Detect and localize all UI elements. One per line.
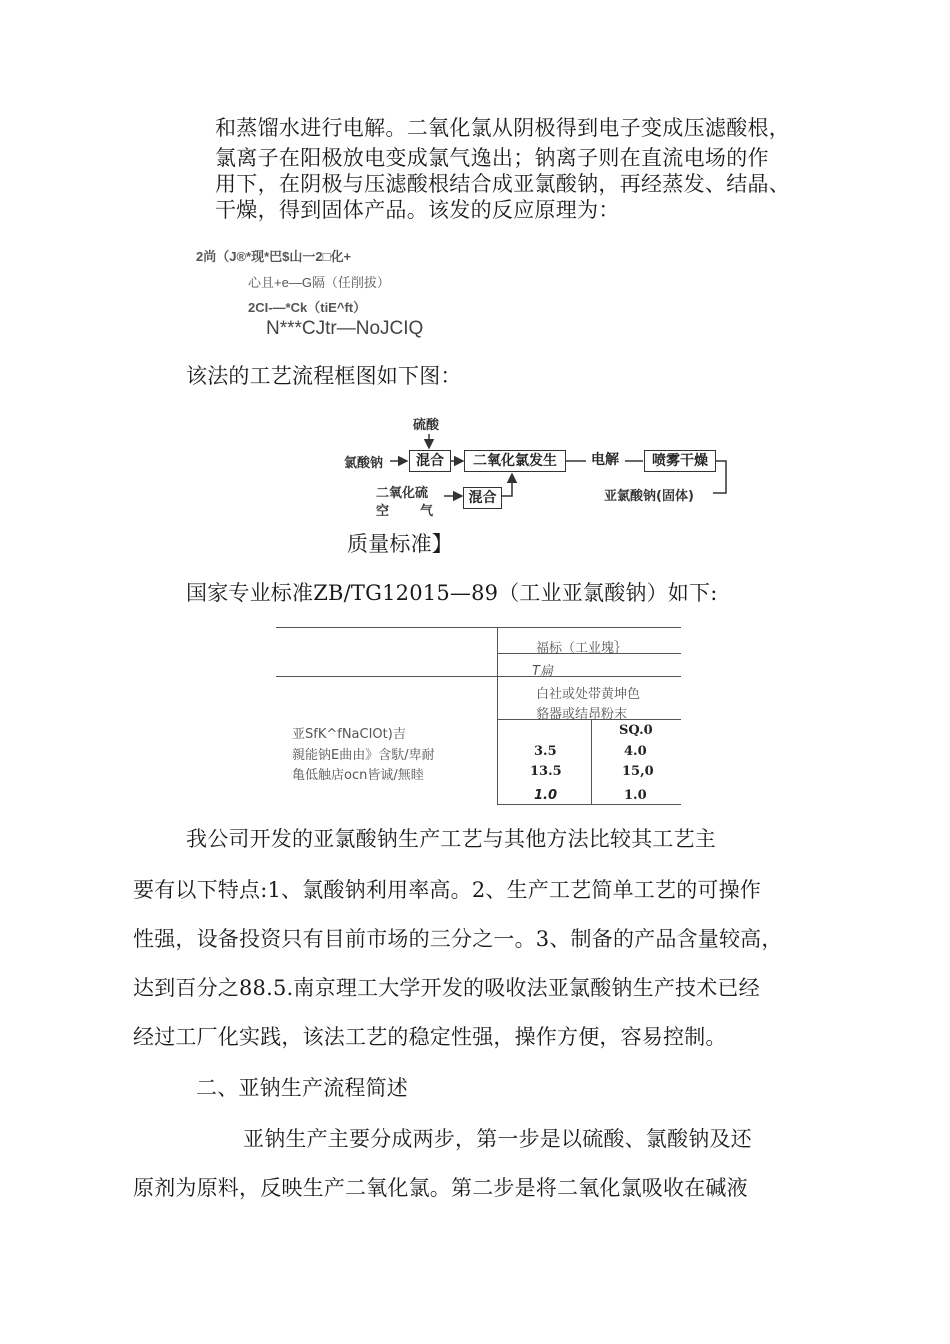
table-rule [497, 804, 681, 805]
table-header: 福标（工业塊｝ [536, 641, 628, 656]
flow-node-mix-2: 混合 [463, 487, 502, 509]
paragraph-line: 用下，在阴极与压滤酸根结合成亚氯酸钠，再经蒸发、结晶、 [215, 172, 791, 196]
section-heading: 二、亚钠生产流程简述 [196, 1076, 408, 1100]
process-line: 亚钠生产主要分成两步，第一步是以硫酸、氯酸钠及还 [243, 1127, 752, 1151]
standard-intro: 国家专业标准ZB/TG12015—89（工业亚氯酸钠）如下: [186, 581, 718, 605]
flow-node-spray-dryer: 喷雾干燥 [644, 450, 716, 472]
features-line: 性强，设备投资只有目前市场的三分之一。3、制备的产品含量较高， [133, 927, 783, 951]
quality-standard-table [276, 627, 681, 805]
flow-input-air-1: 空 [376, 504, 390, 519]
equation-line: N***CJtr—NoJCIQ [266, 318, 424, 339]
flow-node-mix: 混合 [409, 450, 451, 472]
flow-node-generator: 二氧化氯发生 [464, 450, 566, 472]
flow-node-electrolysis: 电解 [586, 450, 624, 470]
process-line: 原剂为原料，反映生产二氧化氯。第二步是将二氧化氯吸收在碱液 [133, 1176, 748, 1200]
flow-input-sodium-chlorate: 氯酸钠 [344, 456, 384, 471]
paragraph-line: 和蒸馏水进行电解。二氧化氯从阴极得到电子变成压滤酸根， [215, 116, 791, 140]
table-subheader: T扁 [532, 664, 553, 679]
table-cell: 13.5 [530, 764, 562, 779]
equation-line: 2尚（J®*现*巴$山一2□化+ [196, 249, 352, 264]
table-cell: SQ.0 [619, 723, 653, 738]
flow-input-air-2: 气 [420, 504, 434, 519]
quality-heading: 质量标准】 [347, 532, 453, 556]
flow-input-sulfuric-acid: 硫酸 [413, 418, 440, 433]
flow-output-product: 亚氯酸钠(固体) [604, 489, 694, 504]
features-line: 经过工厂化实践，该法工艺的稳定性强，操作方便，容易控制。 [133, 1025, 727, 1049]
table-row-label: 亀低触店ocn皆诚/無睦 [292, 768, 424, 783]
features-line: 达到百分之88.5.南京理工大学开发的吸收法亚氯酸钠生产技术已经 [133, 976, 760, 1000]
table-cell: 4.0 [624, 744, 647, 759]
table-cell: 1.0 [534, 788, 558, 803]
flow-input-so2: 二氧化硫 [376, 486, 429, 501]
equation-line: 心且+e—G隔（任削拔） [248, 275, 390, 290]
paragraph-line: 干燥，得到固体产品。该发的反应原理为： [215, 198, 620, 222]
process-flow-diagram [340, 412, 740, 520]
table-cell: 15,0 [622, 764, 654, 779]
equation-line: 2CI-—*Ck（tiE^ft） [248, 300, 367, 315]
table-row-label: 亚SfK^fNaCIOt)吉 [292, 727, 406, 742]
table-cell: 1.0 [624, 788, 647, 803]
table-rule [591, 719, 592, 805]
paragraph-line: 氯离子在阳极放电变成氯气逸出；钠离子则在直流电场的作 [215, 146, 769, 170]
features-line: 要有以下特点:1、氯酸钠利用率高。2、生产工艺简单工艺的可操作 [133, 878, 761, 902]
table-appearance: 貉器或结昂粉末 [536, 707, 628, 722]
table-rule [497, 627, 498, 805]
table-cell: 3.5 [534, 744, 557, 759]
table-rule [276, 627, 681, 628]
table-rule [276, 676, 681, 677]
features-line: 我公司开发的亚氯酸钠生产工艺与其他方法比较其工艺主 [186, 827, 716, 851]
table-row-label: 親能钠E曲由》含馱/卑耐 [292, 748, 435, 763]
table-appearance: 白社或处带黄坤色 [536, 687, 641, 702]
flow-intro: 该法的工艺流程框图如下图： [186, 364, 462, 388]
